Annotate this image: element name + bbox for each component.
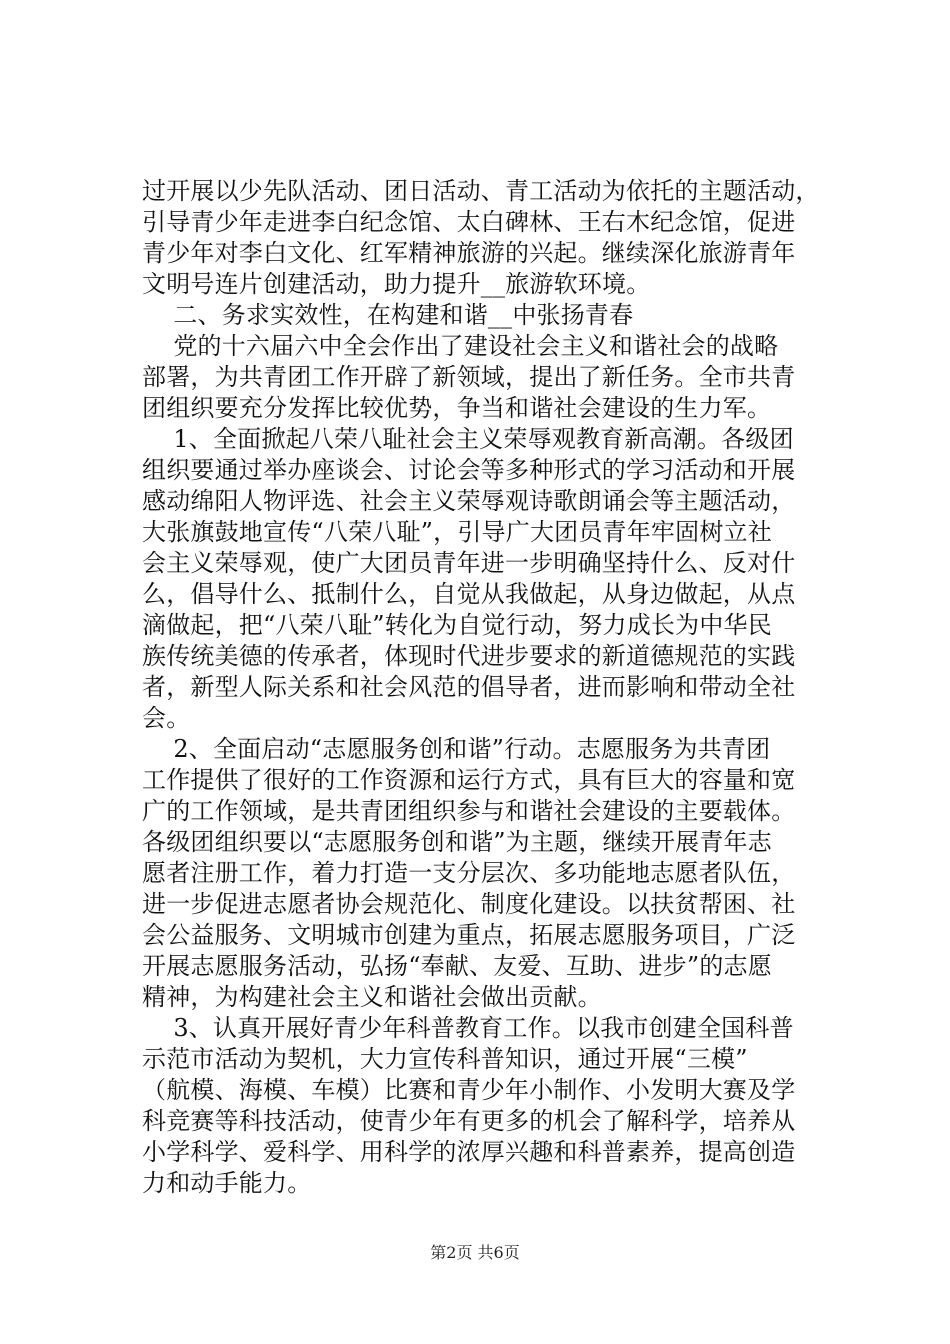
text-line: 团组织要充分发挥比较优势，争当和谐社会建设的生力军。 xyxy=(142,394,772,422)
text-line: 青少年对李白文化、红军精神旅游的兴起。继续深化旅游青年 xyxy=(142,239,796,267)
text-line: 部署，为共青团工作开辟了新领域，提出了新任务。全市共青 xyxy=(142,363,796,391)
text-line: 3、认真开展好青少年科普教育工作。以我市创建全国科普 xyxy=(142,1014,794,1042)
text-line: （航模、海模、车模）比赛和青少年小制作、小发明大赛及学 xyxy=(142,1076,796,1104)
text-line: 感动绵阳人物评选、社会主义荣辱观诗歌朗诵会等主题活动， xyxy=(142,487,796,515)
text-line: 科竞赛等科技活动，使青少年有更多的机会了解科学，培养从 xyxy=(142,1107,796,1135)
text-line: 广的工作领域，是共青团组织参与和谐社会建设的主要载体。 xyxy=(142,797,796,825)
text-line: 会主义荣辱观，使广大团员青年进一步明确坚持什么、反对什 xyxy=(142,549,796,577)
text-line: 引导青少年走进李白纪念馆、太白碑林、王右木纪念馆，促进 xyxy=(142,208,796,236)
text-line: 精神，为构建社会主义和谐社会做出贡献。 xyxy=(142,983,602,1011)
text-line: 愿者注册工作，着力打造一支分层次、多功能地志愿者队伍， xyxy=(142,859,796,887)
text-line: 各级团组织要以“志愿服务创和谐”为主题，继续开展青年志 xyxy=(142,828,772,856)
text-line: 小学科学、爱科学、用科学的浓厚兴趣和科普素养，提高创造 xyxy=(142,1138,796,1166)
text-line: 族传统美德的传承者，体现时代进步要求的新道德规范的实践 xyxy=(142,642,796,670)
text-line: 力和动手能力。 xyxy=(142,1169,312,1197)
text-line: 2、全面启动“志愿服务创和谐”行动。志愿服务为共青团 xyxy=(142,735,771,763)
text-line: 过开展以少先队活动、团日活动、青工活动为依托的主题活动， xyxy=(142,177,820,205)
text-line: 进一步促进志愿者协会规范化、制度化建设。以扶贫帮困、社 xyxy=(142,890,796,918)
text-line: 组织要通过举办座谈会、讨论会等多种形式的学习活动和开展 xyxy=(142,456,796,484)
text-line: 党的十六届六中全会作出了建设社会主义和谐社会的战略 xyxy=(142,332,779,360)
text-line: 会。 xyxy=(142,704,191,732)
text-line: 示范市活动为契机，大力宣传科普知识，通过开展“三模” xyxy=(142,1045,748,1073)
text-line: 二、务求实效性，在构建和谐__中张扬青春 xyxy=(142,301,634,329)
text-line: 滴做起，把“八荣八耻”转化为自觉行动，努力成长为中华民 xyxy=(142,611,772,639)
document-body xyxy=(142,176,842,1199)
text-line: 大张旗鼓地宣传“八荣八耻”，引导广大团员青年牢固树立社 xyxy=(142,518,772,546)
text-line: 开展志愿服务活动，弘扬“奉献、友爱、互助、进步”的志愿 xyxy=(142,952,772,980)
text-line: 会公益服务、文明城市创建为重点，拓展志愿服务项目，广泛 xyxy=(142,921,796,949)
text-line: 文明号连片创建活动，助力提升__旅游软环境。 xyxy=(142,270,651,298)
text-line: 么，倡导什么、抵制什么，自觉从我做起，从身边做起，从点 xyxy=(142,580,796,608)
text-line: 工作提供了很好的工作资源和运行方式，具有巨大的容量和宽 xyxy=(142,766,796,794)
text-line: 者，新型人际关系和社会风范的倡导者，进而影响和带动全社 xyxy=(142,673,796,701)
text-line: 1、全面掀起八荣八耻社会主义荣辱观教育新高潮。各级团 xyxy=(142,425,794,453)
page-footer: 第2页 共6页 xyxy=(430,1243,520,1262)
